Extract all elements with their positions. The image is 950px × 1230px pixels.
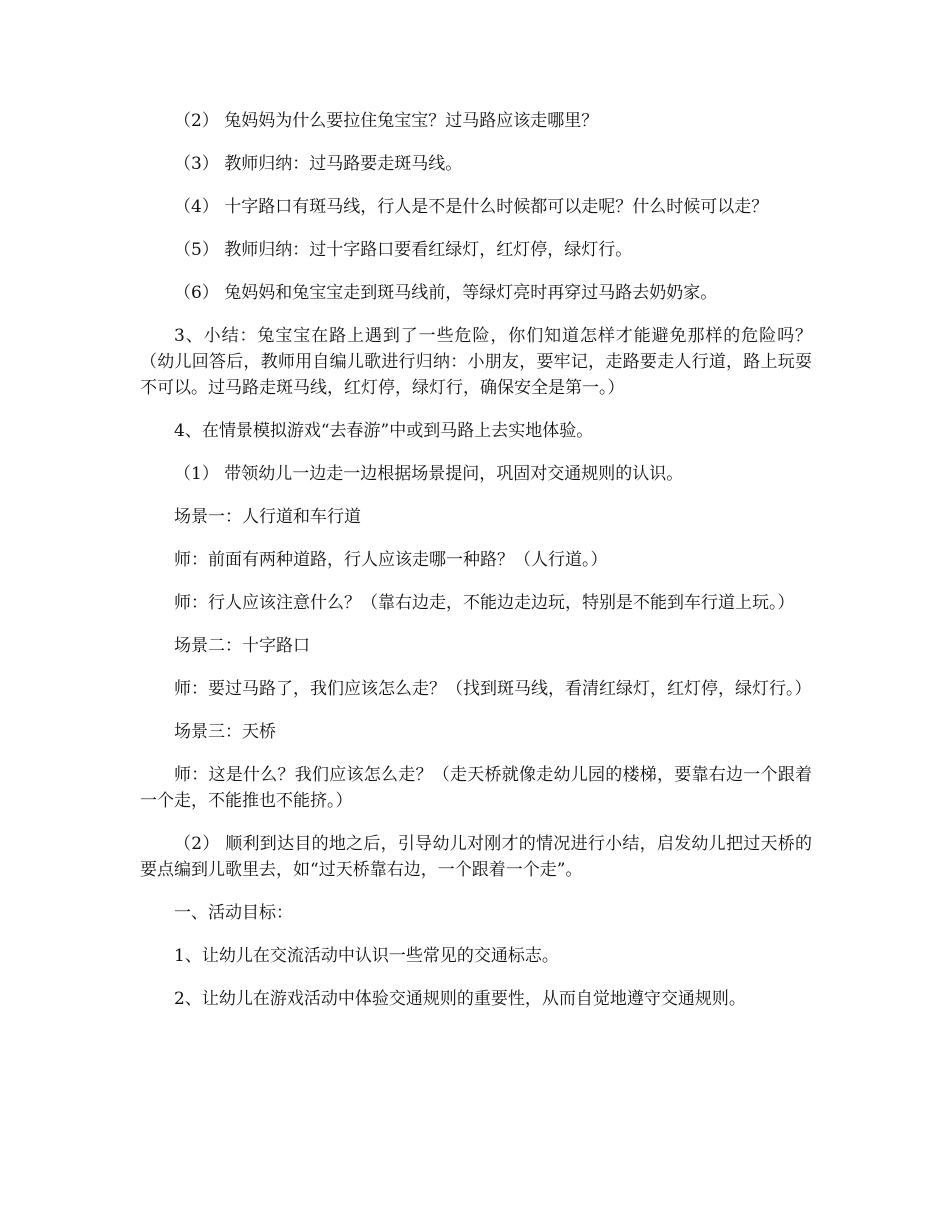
paragraph: 师：行人应该注意什么？（靠右边走，不能边走边玩，特别是不能到车行道上玩。） — [174, 593, 795, 613]
paragraph: （5） 教师归纳：过十字路口要看红绿灯，红灯停，绿灯行。 — [174, 240, 633, 260]
scene-heading: 场景三：天桥 — [174, 722, 276, 742]
document-body — [140, 108, 812, 1029]
paragraph: 3、小结：兔宝宝在路上遇到了一些危险，你们知道怎样才能避免那样的危险吗？（幼儿回答后，教师用自编儿歌进行归纳：小朋友，要牢记，走路要走人行道，路上玩耍不可以。过马路走斑马线，红灯停，绿灯行，确保安全是第一。） — [140, 326, 812, 398]
paragraph: 师：这是什么？我们应该怎么走？（走天桥就像走幼儿园的楼梯，要靠右边一个跟着一个走，不能推也不能挤。） — [140, 765, 812, 811]
paragraph: 4、在情景模拟游戏“去春游”中或到马路上去实地体验。 — [174, 421, 594, 441]
paragraph: （2） 兔妈妈为什么要拉住兔宝宝？过马路应该走哪里？ — [174, 111, 599, 131]
paragraph: 2、让幼儿在游戏活动中体验交通规则的重要性，从而自觉地遵守交通规则。 — [174, 989, 746, 1009]
paragraph: （2） 顺利到达目的地之后，引导幼儿对刚才的情况进行小结，启发幼儿把过天桥的要点编到儿歌里去，如“过天桥靠右边，一个跟着一个走”。 — [140, 834, 812, 880]
scene-heading: 场景一：人行道和车行道 — [174, 507, 361, 527]
paragraph: （6） 兔妈妈和兔宝宝走到斑马线前，等绿灯亮时再穿过马路去奶奶家。 — [174, 283, 718, 303]
section-heading: 一、活动目标： — [174, 903, 293, 923]
paragraph: （1） 带领幼儿一边走一边根据场景提问，巩固对交通规则的认识。 — [174, 464, 684, 484]
paragraph: （4） 十字路口有斑马线，行人是不是什么时候都可以走呢？什么时候可以走？ — [174, 197, 769, 217]
scene-heading: 场景二：十字路口 — [174, 636, 310, 656]
paragraph: （3） 教师归纳：过马路要走斑马线。 — [174, 154, 463, 174]
paragraph: 1、让幼儿在交流活动中认识一些常见的交通标志。 — [174, 946, 559, 966]
paragraph: 师：前面有两种道路，行人应该走哪一种路？（人行道。） — [174, 550, 608, 570]
paragraph: 师：要过马路了，我们应该怎么走？（找到斑马线，看清红绿灯，红灯停，绿灯行。） — [174, 679, 812, 699]
